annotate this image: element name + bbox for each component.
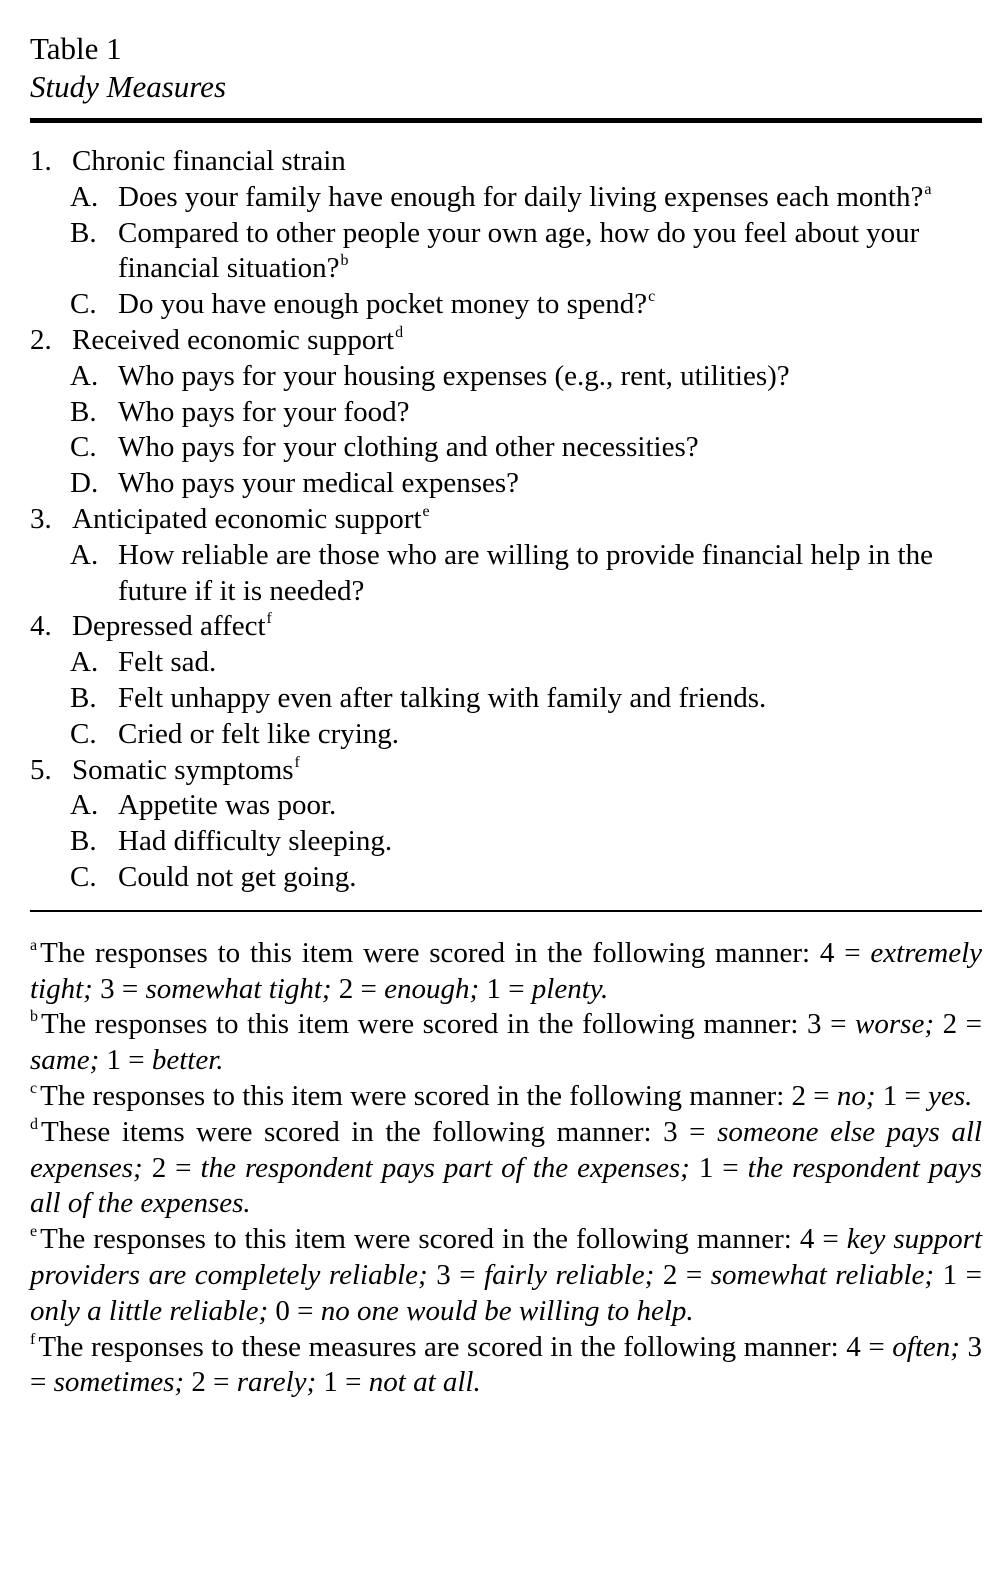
- item-text: Do you have enough pocket money to spend?: [118, 288, 648, 321]
- note-text: The responses to these measures are scored in the following manner: 4 =: [38, 1330, 893, 1363]
- measure-title: [30, 502, 982, 538]
- item-letter: A.: [70, 359, 99, 392]
- note-italic-text: no one would be willing to help.: [320, 1294, 694, 1327]
- note-marker: d: [30, 1115, 38, 1133]
- measure-title-text: Somatic symptoms: [72, 753, 294, 786]
- table-page: [30, 30, 982, 1401]
- item-text: How reliable are those who are willing to provide financial help in the future if it is needed?: [118, 538, 933, 607]
- note-text: 1 =: [99, 1044, 152, 1077]
- item-letter: A.: [70, 646, 99, 679]
- footnote-marker: c: [648, 288, 656, 306]
- item-text: Cried or felt like crying.: [118, 717, 400, 750]
- note-marker: a: [30, 936, 38, 954]
- note-text: 0 =: [268, 1294, 321, 1327]
- measure-title-text: Received economic support: [72, 323, 395, 356]
- note-text: The responses to this item were scored in the following manner: 4 =: [40, 936, 871, 969]
- note-italic-text: someone else pays all expenses;: [30, 1115, 982, 1184]
- item-letter: C.: [70, 431, 97, 464]
- note-marker: b: [30, 1008, 38, 1026]
- note-text: 3 =: [427, 1258, 485, 1291]
- measure-item: [30, 538, 982, 610]
- note-italic-text: fairly reliable;: [484, 1258, 655, 1291]
- measure-item: [30, 681, 982, 717]
- notes-rule: [30, 910, 982, 912]
- item-letter: A.: [70, 538, 99, 571]
- footnote-marker: b: [340, 252, 349, 270]
- table-note: [30, 1115, 982, 1222]
- note-italic-text: yes.: [928, 1079, 973, 1112]
- measure-item: [30, 395, 982, 431]
- note-text: 3 =: [30, 1330, 983, 1399]
- note-text: 2 =: [184, 1366, 237, 1399]
- note-italic-text: extremely tight;: [30, 936, 982, 1005]
- note-text: 2 =: [142, 1151, 201, 1184]
- item-text: Does your family have enough for daily living expenses each month?: [118, 180, 924, 213]
- measure-title: [30, 144, 982, 180]
- measure-title: [30, 753, 982, 789]
- measure-number: 5.: [30, 753, 52, 786]
- measure-item: [30, 860, 982, 896]
- item-letter: D.: [70, 467, 99, 500]
- table-note: [30, 936, 982, 1008]
- note-text: The responses to this item were scored in the following manner: 3 =: [41, 1008, 856, 1041]
- measure-item: [30, 287, 982, 323]
- item-letter: A.: [70, 180, 99, 213]
- note-marker: c: [30, 1079, 38, 1097]
- note-italic-text: somewhat tight;: [145, 972, 332, 1005]
- note-text: 2 =: [933, 1008, 982, 1041]
- table-label: Table 1: [30, 31, 122, 66]
- note-text: 2 =: [331, 972, 385, 1005]
- note-italic-text: rarely;: [236, 1366, 317, 1399]
- measure-title-text: Anticipated economic support: [72, 502, 422, 535]
- note-italic-text: sometimes;: [53, 1366, 185, 1399]
- item-letter: B.: [70, 216, 97, 249]
- measure-item: [30, 359, 982, 395]
- footnote-marker: e: [422, 502, 430, 520]
- measure-number: 4.: [30, 610, 52, 643]
- note-italic-text: the respondent pays all of the expenses.: [30, 1151, 982, 1220]
- header-rule: [30, 118, 982, 123]
- item-text: Felt unhappy even after talking with family and friends.: [118, 681, 767, 714]
- note-text: 1 =: [875, 1079, 929, 1112]
- measures-list: [30, 144, 982, 896]
- table-note: [30, 1222, 982, 1329]
- measure-item: [30, 466, 982, 502]
- measure-item: [30, 430, 982, 466]
- note-italic-text: same;: [30, 1044, 100, 1077]
- footnote-marker: d: [395, 323, 404, 341]
- note-italic-text: the respondent pays part of the expenses;: [200, 1151, 690, 1184]
- item-text: Who pays your medical expenses?: [118, 467, 520, 500]
- measure-title: [30, 609, 982, 645]
- note-italic-text: plenty.: [531, 972, 609, 1005]
- footnote-marker: a: [924, 180, 932, 198]
- note-italic-text: worse;: [855, 1008, 934, 1041]
- table-note: [30, 1007, 982, 1079]
- note-italic-text: only a little reliable;: [30, 1294, 269, 1327]
- note-text: The responses to this item were scored in the following manner: 4 =: [40, 1223, 847, 1256]
- measure-item: [30, 180, 982, 216]
- measure-number: 1.: [30, 145, 52, 177]
- note-text: The responses to this item were scored in the following manner: 2 =: [40, 1079, 837, 1112]
- note-italic-text: better.: [151, 1044, 224, 1077]
- item-text: Felt sad.: [118, 646, 217, 679]
- item-letter: C.: [70, 288, 97, 321]
- table-note: [30, 1079, 982, 1115]
- note-text: These items were scored in the following manner: 3 =: [41, 1115, 718, 1148]
- item-letter: B.: [70, 395, 97, 428]
- item-text: Could not get going.: [118, 860, 357, 893]
- note-italic-text: enough;: [384, 972, 480, 1005]
- note-marker: e: [30, 1223, 38, 1241]
- note-text: 2 =: [654, 1258, 711, 1291]
- table-note: [30, 1330, 982, 1402]
- measure-item: [30, 824, 982, 860]
- note-text: 1 =: [316, 1366, 369, 1399]
- item-letter: B.: [70, 681, 97, 714]
- item-letter: A.: [70, 789, 99, 822]
- note-italic-text: key support providers are completely reliable;: [30, 1223, 983, 1291]
- footnote-marker: f: [294, 753, 300, 771]
- note-italic-text: somewhat reliable;: [710, 1258, 935, 1291]
- measure-item: [30, 216, 982, 288]
- note-italic-text: not at all.: [368, 1366, 481, 1399]
- table-title: Study Measures: [30, 69, 227, 104]
- note-italic-text: no;: [836, 1079, 876, 1112]
- item-text: Who pays for your food?: [118, 395, 410, 428]
- note-text: 1 =: [479, 972, 532, 1005]
- item-text: Compared to other people your own age, how do you feel about your financial situation?: [118, 216, 920, 285]
- measure-item: [30, 645, 982, 681]
- note-text: 1 =: [934, 1258, 983, 1291]
- measure-title-text: Chronic financial strain: [72, 145, 346, 177]
- item-text: Appetite was poor.: [118, 789, 337, 822]
- note-italic-text: often;: [892, 1330, 960, 1363]
- item-letter: B.: [70, 825, 97, 858]
- note-text: 1 =: [689, 1151, 748, 1184]
- measure-title-text: Depressed affect: [72, 610, 266, 643]
- item-text: Who pays for your clothing and other necessities?: [118, 431, 699, 464]
- measure-title: [30, 323, 982, 359]
- footnote-marker: f: [266, 610, 272, 628]
- item-text: Who pays for your housing expenses (e.g., rent, utilities)?: [118, 359, 790, 392]
- measure-number: 2.: [30, 323, 52, 356]
- measure-item: [30, 788, 982, 824]
- measure-item: [30, 717, 982, 753]
- measure-number: 3.: [30, 502, 52, 535]
- table-notes: [30, 936, 982, 1401]
- note-marker: f: [30, 1330, 36, 1348]
- item-letter: C.: [70, 717, 97, 750]
- note-text: 3 =: [92, 972, 146, 1005]
- item-letter: C.: [70, 860, 97, 893]
- item-text: Had difficulty sleeping.: [118, 825, 393, 858]
